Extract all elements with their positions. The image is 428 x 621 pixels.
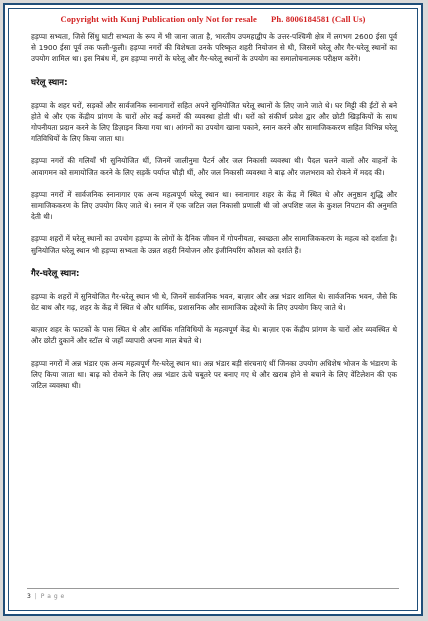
- page-label: P a g e: [40, 593, 65, 600]
- page-content: [31, 31, 397, 402]
- section-heading-non-domestic: गैर-घरेलू स्थान:: [31, 268, 80, 279]
- footer-separator: |: [34, 593, 37, 600]
- non-domestic-paragraph-1: हड़प्पा के शहरों में सुनियोजित गैर-घरेलू स्थान भी थे, जिनमें सार्वजनिक भवन, बाज़ार और अन्न भंडार शामिल थे। सार्वजनिक भवन, जैसे कि ग्रेट बाथ और गढ़, शहर के केंद्र में स्थित थे और धार्मिक, प्रशासनिक और सामाजिक उद्देश्यों के लिए उपयोग किए जाते थे।: [31, 291, 397, 313]
- domestic-paragraph-4: हड़प्पा शहरों में घरेलू स्थानों का उपयोग हड़प्पा के लोगों के दैनिक जीवन में गोपनीयता, स्वच्छता और सामाजिककरण के महत्व को दर्शाता है। सुनियोजित घरेलू स्थान भी हड़प्पा सभ्यता के उन्नत शहरी नियोजन और इंजीनियरिंग कौशल को दर्शाते हैं।: [31, 234, 397, 255]
- domestic-paragraph-1: हड़प्पा के शहर घरों, सड़कों और सार्वजनिक स्नानागारों सहित अपने सुनियोजित घरेलू स्थानों के लिए जाने जाते थे। घर मिट्टी की ईंटों से बने होते थे और एक केंद्रीय प्रांगण के चारों ओर कई कमरों की व्यवस्था होती थी। घरों को संकीर्ण प्रवेश द्वार और छोटी खिड़कियों के साथ गोपनीयता प्रदान करने के लिए डिज़ाइन किया गया था। आंगनों का उपयोग खाना पकाने, स्नान करने और सामाजिककरण सहित विभिन्न घरेलू गतिविधियों के लिए किया जाता था।: [31, 100, 397, 144]
- document-page: [3, 3, 423, 616]
- page-header: [5, 14, 421, 24]
- contact-phone: Ph. 8006184581 (Call Us): [270, 14, 366, 24]
- non-domestic-paragraph-3: हड़प्पा नगरों में अन्न भंडार एक अन्य महत्वपूर्ण गैर-घरेलू स्थान था। अन्न भंडार बड़ी संरचनाएं थीं जिनका उपयोग अधिशेष भोजन के भंडारण के लिए किया जाता था। बाढ़ को रोकने के लिए अन्न भंडार ऊंचे चबूतरे पर बनाए गए थे और खराब होने से बचाने के लिए वेंटिलेशन की एक जटिल व्यवस्था थी।: [31, 358, 397, 391]
- domestic-paragraph-3: हड़प्पा नगरों में सार्वजनिक स्नानागार एक अन्य महत्वपूर्ण घरेलू स्थान था। स्नानागार शहर के केंद्र में स्थित थे और अनुष्ठान शुद्धि और सामाजिककरण के लिए उपयोग किए जाते थे। स्नान में एक जटिल जल निकासी प्रणाली थी जो अपशिष्ट जल के कुशल निपटान की अनुमति देती थी।: [31, 189, 397, 222]
- copyright-notice: Copyright with Kunj Publication only Not for resale: [60, 14, 257, 24]
- section-heading-domestic: घरेलू स्थान:: [31, 77, 68, 88]
- non-domestic-paragraph-2: बाज़ार शहर के फाटकों के पास स्थित थे और आर्थिक गतिविधियों के महत्वपूर्ण केंद्र थे। बाज़ार एक केंद्रीय प्रांगण के चारों ओर व्यवस्थित थे और छोटी दुकानें और स्टॉल थे जहाँ व्यापारी अपना माल बेचते थे।: [31, 325, 397, 346]
- page-footer: [27, 588, 399, 600]
- page-number: 3: [27, 593, 31, 600]
- intro-paragraph: हड़प्पा सभ्यता, जिसे सिंधु घाटी सभ्यता के रूप में भी जाना जाता है, भारतीय उपमहाद्वीप के उत्तर-पश्चिमी क्षेत्र में लगभग 2600 ईसा पूर्व से 1900 ईसा पूर्व तक फली-फूली। हड़प्पा नगरों की विशेषता उनके परिष्कृत शहरी नियोजन से थी, जिसमें घरेलू और गैर-घरेलू स्थानों का उपयोग शामिल था। इस निबंध में, हम हड़प्पा नगरों के घरेलू और गैर-घरेलू स्थानों के उपयोग का समालोचनात्मक परीक्षण करेंगे।: [31, 32, 397, 64]
- domestic-paragraph-2: हड़प्पा नगरों की गलियाँ भी सुनियोजित थीं, जिनमें जालीनुमा पैटर्न और जल निकासी व्यवस्था थी। पैदल चलने वालों और वाहनों के आवागमन को समायोजित करने के लिए सड़कें पर्याप्त चौड़ी थीं, और जल निकासी व्यवस्था ने बाढ़ और जलभराव को रोकने में मदद की।: [31, 156, 397, 177]
